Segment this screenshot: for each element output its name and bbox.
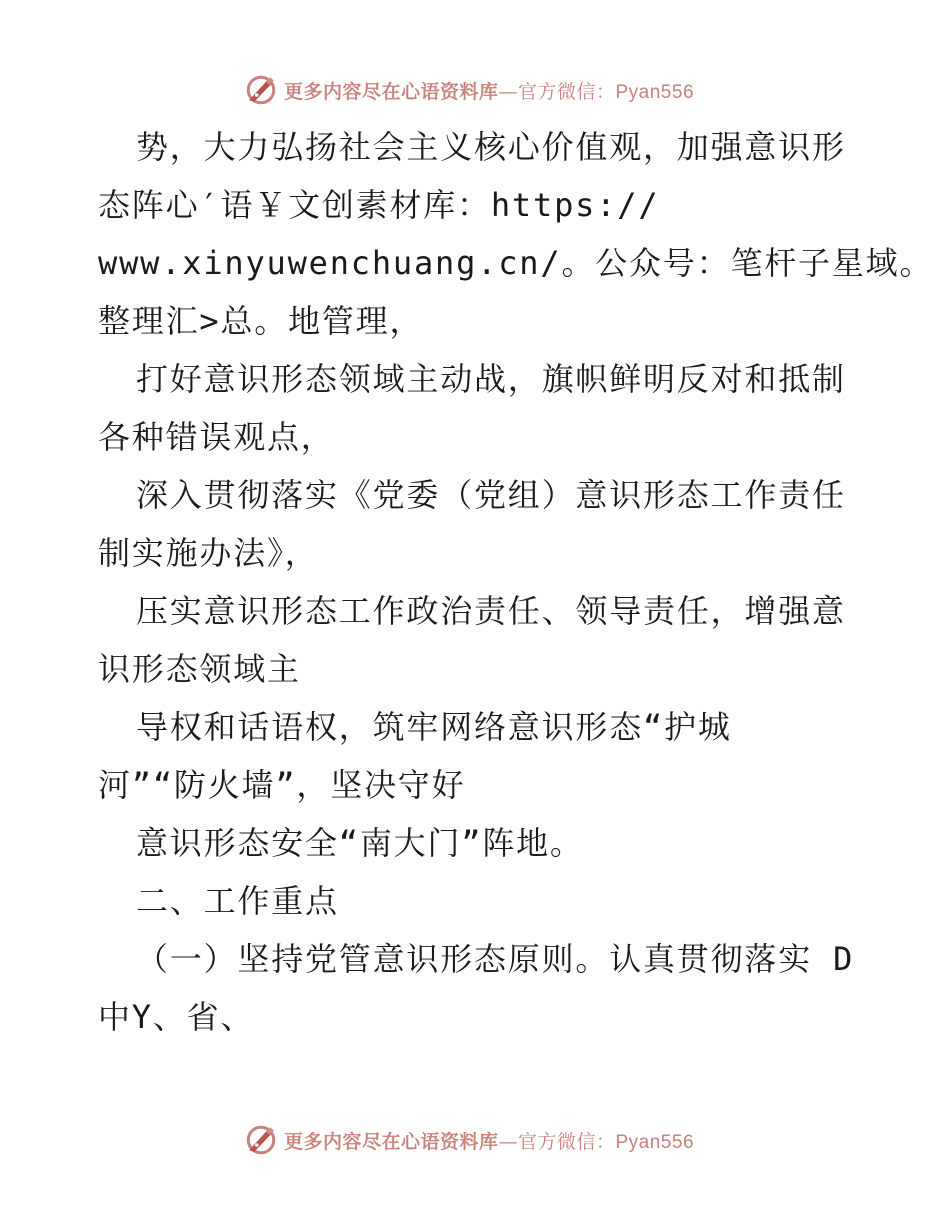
text-line: 各种错误观点， (98, 418, 335, 456)
text-line: 打好意识形态领域主动战，旗帜鲜明反对和抵制 (136, 360, 846, 398)
footer-brand: 更多内容尽在心语资料库 (283, 1130, 499, 1153)
text-line: 态阵心′语￥文创素材库：https:// (98, 186, 660, 224)
text-line: 势，大力弘扬社会主义核心价值观，加强意识形 (136, 128, 846, 166)
footer-dash: — (498, 1130, 518, 1153)
pen-logo-icon (244, 73, 278, 107)
header-wechat: 官方微信：Pyan556 (518, 81, 695, 103)
text-line: www.xinyuwenchuang.cn/。公众号：笔杆子星域。 (98, 244, 934, 282)
text-line: 识形态领域主 (98, 650, 301, 688)
section-heading: 二、工作重点 (136, 882, 339, 920)
pen-logo-icon (244, 1123, 278, 1157)
text-line: 中Y、省、 (98, 998, 255, 1036)
text-line: 河”“防火墙”，坚决守好 (98, 766, 466, 804)
text-line: 深入贯彻落实《党委（党组）意识形态工作责任 (136, 476, 846, 514)
header-brand: 更多内容尽在心语资料库 (283, 80, 499, 103)
text-line: 意识形态安全“南大门”阵地。 (136, 824, 584, 862)
text-line: 整理汇>总。地管理， (98, 302, 424, 340)
text-line: 制实施办法》， (98, 534, 319, 572)
text-line: 导权和话语权，筑牢网络意识形态“护城 (136, 708, 732, 746)
text-line: （一）坚持党管意识形态原则。认真贯彻落实 D (136, 940, 855, 978)
footer-banner (0, 1120, 950, 1160)
body-text (98, 118, 934, 1046)
text-line: 压实意识形态工作政治责任、领导责任，增强意 (136, 592, 846, 630)
footer-wechat: 官方微信：Pyan556 (518, 1131, 695, 1153)
header-banner (0, 70, 950, 110)
header-dash: — (498, 80, 518, 103)
